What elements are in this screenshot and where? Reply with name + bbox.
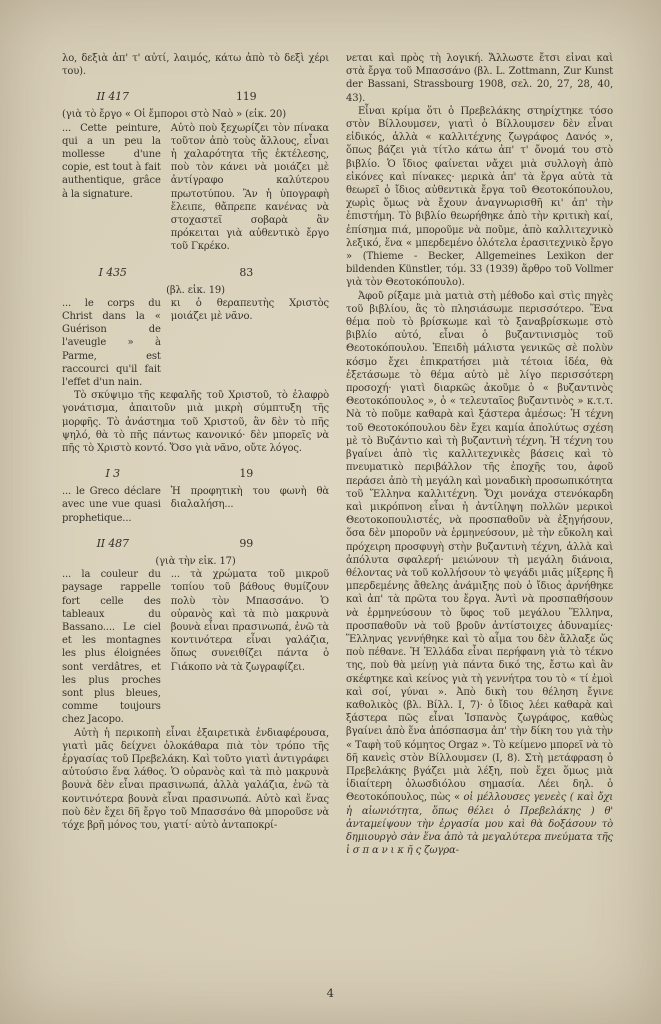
catalog-ref-left: II 487 (96, 536, 129, 550)
section-caption: (γιὰ τὸ ἔργο « Οἱ ἔμποροι στὸ Ναὸ » (εἰκ. 20) (62, 109, 286, 121)
catalog-ref-right: 19 (239, 467, 254, 481)
right-column (346, 52, 613, 964)
catalog-ref-left: I 435 (98, 265, 127, 279)
greek-commentary: Ἡ προφητικὴ του φωνὴ θὰ διαλαλήση... (170, 486, 329, 511)
catalog-refs (62, 266, 329, 280)
quote-pair (62, 568, 329, 726)
catalog-section-I-3 (62, 467, 329, 525)
page-number: 4 (326, 986, 335, 1000)
catalog-section-II-487 (62, 537, 329, 832)
french-quote: ... le corps du Christ dans la « Guérison de l'aveugle » à Parme, est raccourci qu'il fait l'effet d'un nain. (62, 297, 161, 389)
greek-paragraph: Αὐτὴ ἡ περικοπὴ εἶναι ἐξαιρετικὰ ἐνδιαφέρουσα, γιατὶ μᾶς δείχνει ὁλοκάθαρα πιὰ τὸν τρόπο τῆς ἐργασίας τοῦ Πρεβελάκη. Καὶ τοῦτο γιατὶ ἀντιγράφει αὐτούσιο ἕνα λάθος. Ὁ οὐρανὸς καὶ τὰ πιὸ μακρυνὰ βουνὰ δὲν εἶναι πρασινωπά, ἀλλὰ γαλάζια, ἐνῶ τὰ κοντινότερα βουνὰ εἶναι πρασινωπά. Αὐτὸ καὶ ἕνας ποὺ δὲν ἔχει δῆ ἔργο τοῦ Μπασσάνο θὰ μποροῦσε νὰ τόχε βρῆ μόνος του, γιατί· αὐτὸ ἀνταποκρί- (62, 727, 329, 831)
paragraph (346, 290, 613, 858)
catalog-ref-right: 119 (235, 90, 257, 104)
left-column (62, 52, 329, 964)
catalog-refs (62, 537, 329, 551)
section-caption: (γιὰ τὴν εἰκ. 17) (155, 555, 236, 567)
quote-pair (62, 485, 329, 525)
catalog-section-I-435 (62, 266, 329, 456)
french-quote: ... la couleur du paysage rappelle fort celle des tableaux du Bassano.... Le ciel et les montagnes les plus éloignées sont verdâtres, et les plus proches sont plus bleues, comme toujours chez Jacopo. (62, 569, 161, 726)
paragraph: Εἶναι κρίμα ὅτι ὁ Πρεβελάκης στηρίχτηκε τόσο στὸν Βίλλουμσεν, γιατὶ ὁ Βίλλουμσεν δὲν εἶναι εἰδικός, ἀλλὰ « καλλιτέχνης ζωγράφος Δανός », ὅπως βάζει γιὰ τίτλο κάτω ἀπ' τ' ὄνομά του στὸ βιβλίο. Ὁ ἴδιος φαίνεται νἄχει μιὰ συλλογὴ ἀπὸ εἰκόνες καὶ πίνακες· μερικὰ ἀπ' τὰ ἔργα αὐτὰ τὰ θεωρεῖ ὁ ἴδιος αὐθεντικὰ ἔργα τοῦ Θεοτοκόπουλου, χωρὶς ὅμως νὰ ἔχουν ἀναγνωρισθῆ κι' ἀπ' τὴν ἐπιστήμη. Τὸ βιβλίο θεωρήθηκε ἀπὸ τὴν κριτικὴ καί, ἐπίσημα πιά, μποροῦμε νὰ ποῦμε, ἀπὸ καλλιτεχνικὸ λεξικό, ἕνα « μπερδεμένο ὁλότελα ἐρασιτεχνικὸ ἔργο » (Thieme - Becker, Allgemeines Lexikon der bildenden Künstler, τόμ. 33 (1939) ἄρθρο τοῦ Vollmer γιὰ τὸν Θεοτοκόπουλο). (346, 105, 613, 289)
greek-commentary: ... τὰ χρώματα τοῦ μικροῦ τοπίου τοῦ βάθους θυμίζουν πολὺ τὸν Μπασσάνο. Ὁ οὐρανὸς καὶ τὰ πιὸ μακρυνὰ βουνὰ εἶναι πρασινωπά, ἐνῶ τὰ κοντινότερα εἶναι γαλάζια, ὅπως συνειθίζει πάντα ὁ Γιάκοπο νὰ τὰ ζωγραφίζει. (170, 569, 329, 673)
section-caption: (βλ. εἰκ. 19) (166, 284, 225, 296)
greek-commentary: Αὐτὸ ποὺ ξεχωρίζει τὸν πίνακα τοῦτον ἀπὸ τοὺς ἄλλους, εἶναι ἡ χαλαρότητα τῆς ἐκτέλεσης, ποὺ τὸν κάνει νὰ μοιάζει μὲ ἀντίγραφο καλύτερου πρωτοτύπου. Ἂν ἡ ὑπογραφὴ ἔλειπε, θἄπρεπε κανένας νὰ στοχαστεῖ σοβαρὰ ἂν πρόκειται γιὰ αὐθεντικὸ ἔργο τοῦ Γκρέκο. (170, 122, 329, 253)
quote-pair (62, 297, 329, 389)
greek-commentary: κι ὁ θεραπευτὴς Χριστὸς μοιάζει μὲ νᾶνο. (170, 297, 329, 323)
catalog-ref-left: I 3 (105, 467, 120, 481)
quote-pair (62, 122, 329, 254)
continuation-text: λο, δεξιὰ ἀπ' τ' αὐτί, λαιμός, κάτω ἀπὸ τὸ δεξὶ χέρι του). (62, 53, 329, 78)
catalog-ref-right: 83 (239, 265, 254, 279)
paragraph-lead: Ἀφοῦ ρίξαμε μιὰ ματιὰ στὴ μέθοδο καὶ στὶς πηγὲς τοῦ βιβλίου, ἂς τὸ πλησιάσωμε περισσότερο. Ἕνα θέμα ποὺ τὸ βρίσκωμε καὶ τὸ ξαναβρίσκωμε στὸ βιβλίο αὐτό, εἶναι ὁ βυζαντινισμὸς τοῦ Θεοτοκόπουλου. Ἐπειδὴ μάλιστα γενικῶς σὲ πολὺν κόσμο ἔχει ἐπικρατήσει μιὰ τέτοια ἰδέα, θὰ ἐξετάσωμε τὸ θέμα αὐτὸ μὲ λίγο περισσότερη προσοχή· γιατὶ διαρκῶς ἀκοῦμε ὁ « βυζαντινὸς Θεοτοκόπουλος », ὁ « τελευταῖος βυζαντινὸς » κ.τ.τ. Νὰ τὸ ποῦμε καθαρὰ καὶ ξάστερα ἀμέσως: Ἡ τέχνη τοῦ Θεοτοκόπουλου δὲν ἔχει καμία ἀπολύτως σχέση μὲ τὸ Βυζάντιο καὶ τὴ βυζαντινὴ τέχνη. Ἡ τέχνη του βγαίνει ἀπὸ τὶς καλλιτεχνικὲς βάσεις καὶ τὸ πνευματικὸ περιβάλλον τῆς ἐποχῆς του, ἀφοῦ περάσει ἀπὸ τὴ μεγάλη καὶ μοναδικὴ προσωπικότητα τοῦ Ἕλληνα καλλιτέχνη. Ὄχι μονάχα στενόκαρδη καὶ μικρόπνοη εἶναι ἡ ἀντίληψη πολλῶν μερικοὶ Θεοτοκοπουλιστές, νὰ προσπαθοῦν νὰ ἐξηγήσουν, ὅσα δὲν μποροῦν νὰ ἑρμηνεύσουν, μὲ τὴν εὔκολη καὶ πρόχειρη προσφυγὴ στὴν βυζαντινὴ τέχνη, ἀλλὰ καὶ ἀπόλυτα σφαλερή· μειώνουν τὴ μεγάλη διάνοια, θέλοντας νὰ τοῦ κολλήσουν τὸ ψεγάδι μιᾶς μίξερης ἢ μπερδεμένης ἄθελης ἀνάμιξης ποὺ ὁ ἴδιος ἀρνήθηκε καὶ ἀπ' τὰ πρῶτα του ἔργα. Ἀντὶ νὰ προσπαθήσουν νὰ ἑρμηνεύσουν τὸ ὕφος τοῦ μεγάλου Ἕλληνα, προσπαθοῦν νὰ τοῦ βροῦν ἀντίστοιχες ἀδυναμίες· Ἕλληνας γεννήθηκε καὶ τὸ αἷμα του δὲν ἄλλαξε ὥς ποὺ πέθανε. Ἡ Ἑλλάδα εἶναι περήφανη γιὰ τὸ τέκνο της, ποὺ θὰ μείνῃ γιὰ πάντα δικό της, ἔστω καὶ ἂν σκέφτηκε καὶ κείνος γιὰ τὴ γεννήτρα του τὸ « τί ἐμοὶ καὶ σοί, γύναι ». Ἀπὸ δικὴ του θέληση ἔγινε καθολικὸς (βλ. Βίλλ. I, 7)· ὁ ἴδιος λέει καθαρὰ καὶ ξάστερα πῶς εἶναι Ἱσπανὸς ζωγράφος, καθὼς βγαίνει ἀπὸ ἕνα ἀπόσπασμα ἀπ' τὴν δίκη του γιὰ τὴν « Ταφὴ τοῦ κόμητος Orgaz ». Τὸ κείμενο μπορεῖ νὰ τὸ δῆ κανεὶς στὸν Βίλλουμσεν (I, 8). Στὴ μετάφραση ὁ Πρεβελάκης βγάζει μιὰ λέξη, ποὺ ἔχει ὅμως μιὰ ἰδιαίτερη ὁλωσδιόλου σημασία. Λέει δηλ. ὁ Θεοτοκόπουλος, πὼς « (346, 290, 613, 804)
quoted-translation: οἱ μέλλουσες γενεὲς ( καὶ ὄχι ἡ αἰωνιότητα, ὅπως θέλει ὁ Πρεβελάκης ) θ' ἀνταμείψουν τὴν ἐργασία μου καὶ θὰ δοξάσουν τὸ δημιουργὸ σὰν ἕνα ἀπὸ τὰ μεγαλύτερα πνεύματα τῆς ἱ σ π α ν ι κ ῆ ς ζωγρα- (346, 792, 614, 857)
paragraph-continuation: νεται καὶ πρὸς τὴ λογική. Ἄλλωστε ἔτσι εἶναι καὶ στὰ ἔργα τοῦ Μπασσάνο (βλ. L. Zottmann, Zur Kunst der Bassani, Strassbourg 1908, σελ. 20, 27, 28, 40, 43). (346, 53, 613, 104)
text-columns (62, 52, 614, 964)
catalog-refs (62, 90, 329, 104)
catalog-ref-left: II 417 (96, 90, 129, 104)
greek-paragraph: Τὸ σκύψιμο τῆς κεφαλῆς τοῦ Χριστοῦ, τὸ ἐλαφρὸ γονάτισμα, ἀπαιτοῦν μιὰ μικρὴ σύμπτυξη τῆς μορφῆς. Τὸ ἀνάστημα τοῦ Χριστοῦ, ἂν δὲν τὸ πῆς ψηλό, θὰ τὸ πῆς πάντως κανονικό· δὲν μπορεῖς νὰ πῆς τὸ Χριστὸ κοντό. Ὅσο γιὰ νᾶνο, οὔτε λόγος. (62, 390, 329, 455)
french-quote: ... le Greco déclare avec une vue quasi prophetique... (62, 486, 161, 524)
catalog-section-II-417 (62, 90, 329, 253)
catalog-ref-right: 99 (239, 536, 254, 550)
catalog-refs (62, 467, 329, 481)
french-quote: ... Cette peinture, qui a un peu la mollesse d'une copie, est tout à fait authentique, grâce à la signature. (62, 122, 161, 200)
